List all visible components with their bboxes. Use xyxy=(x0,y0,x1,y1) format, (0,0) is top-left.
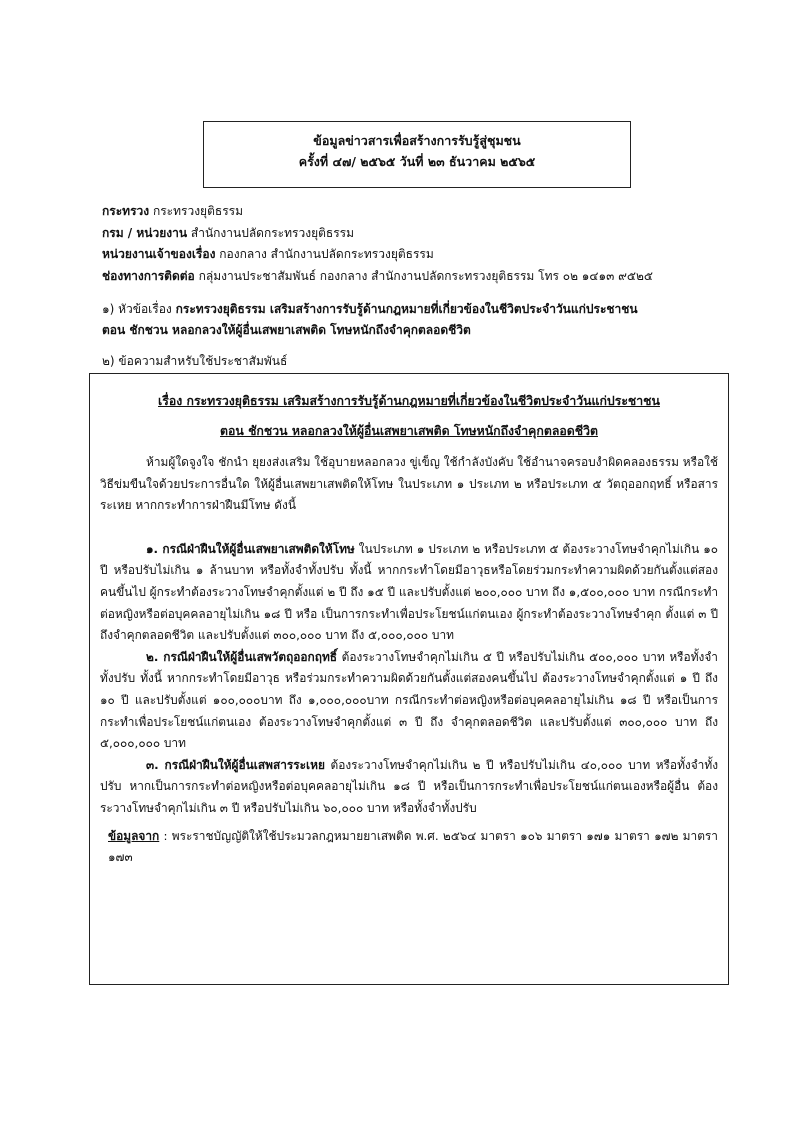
story-box xyxy=(89,373,729,985)
section-topic xyxy=(102,299,752,341)
case2-heading: ๒. กรณีฝ่าฝืนให้ผู้อื่นเสพวัตถุออกฤทธิ์ xyxy=(146,649,338,664)
story-title-line1: เรื่อง กระทรวงยุติธรรม เสริมสร้างการรับรู้ด้านกฎหมายที่เกี่ยวข้องในชีวิตประจำวันแก่ประชาชน xyxy=(158,394,660,408)
topic-line1: กระทรวงยุติธรรม เสริมสร้างการรับรู้ด้านกฎหมายที่เกี่ยวข้องในชีวิตประจำวันแก่ประชาชน xyxy=(175,302,638,316)
contact-value: กลุ่มงานประชาสัมพันธ์ กองกลาง สำนักงานปลัดกระทรวงยุติธรรม โทร ๐๒ ๑๔๑๓ ๙๕๒๕ xyxy=(198,268,653,283)
department-label: กรม / หน่วยงาน xyxy=(102,225,188,240)
header-box xyxy=(203,121,631,188)
meta-department xyxy=(102,223,742,245)
meta-owner xyxy=(102,244,742,266)
header-issue-date: ครั้งที่ ๔๗/ ๒๕๖๕ วันที่ ๒๓ ธันวาคม ๒๕๖๕ xyxy=(298,154,536,169)
case3-heading: ๓. กรณีฝ่าฝืนให้ผู้อื่นเสพสารระเหย xyxy=(146,757,325,772)
owner-label: หน่วยงานเจ้าของเรื่อง xyxy=(102,247,216,261)
source-label: ข้อมูลจาก xyxy=(108,828,160,843)
story-case1 xyxy=(90,539,728,647)
source-text: : พระราชบัญญัติให้ใช้ประมวลกฎหมายยาเสพติด พ.ศ. ๒๕๖๔ มาตรา ๑๐๖ มาตรา ๑๗๑ มาตรา ๑๗๒ มาตรา ๑๗๓ xyxy=(108,828,718,865)
department-value: สำนักงานปลัดกระทรวงยุติธรรม xyxy=(190,225,355,240)
owner-value: กองกลาง สำนักงานปลัดกระทรวงยุติธรรม xyxy=(219,247,434,261)
ministry-label: กระทรวง xyxy=(102,204,150,218)
case1-heading: ๑. กรณีฝ่าฝืนให้ผู้อื่นเสพยาเสพติดให้โทษ xyxy=(146,541,355,556)
header-title: ข้อมูลข่าวสารเพื่อสร้างการรับรู้สู่ชุมชน xyxy=(313,133,521,148)
topic-label: ๑) หัวข้อเรื่อง xyxy=(102,302,172,316)
meta-contact xyxy=(102,266,742,288)
contact-label: ช่องทางการติดต่อ xyxy=(102,268,195,283)
meta-block xyxy=(102,201,742,287)
story-case3 xyxy=(90,755,728,820)
case1-body: ในประเภท ๑ ประเภท ๒ หรือประเภท ๕ ต้องระวางโทษจำคุกไม่เกิน ๑๐ ปี หรือปรับไม่เกิน ๑ ล้านบาท หรือทั้งจำทั้งปรับ ทั้งนี้ หากกระทำโดยมีอาวุธหรือโดยร่วมกระทำความผิดด้วยกันตั้งแต่สองคนขึ้นไป ผู้กระทำต้องระวางโทษจำคุกตั้งแต่ ๒ ปี ถึง ๑๕ ปี และปรับตั้งแต่ ๒๐๐,๐๐๐ บาท ถึง ๑,๕๐๐,๐๐๐ บาท กรณีกระทำต่อหญิงหรือต่อบุคคลอายุไม่เกิน ๑๘ ปี หรือ เป็นการกระทำเพื่อประโยชน์แก่ตนเอง ผู้กระทำต้องระวางโทษจำคุก ตั้งแต่ ๓ ปี ถึงจำคุกตลอดชีวิต และปรับตั้งแต่ ๓๐๐,๐๐๐ บาท ถึง ๕,๐๐๐,๐๐๐ บาท xyxy=(100,541,719,643)
ministry-value: กระทรวงยุติธรรม xyxy=(152,204,243,218)
case2-body: ต้องระวางโทษจำคุกไม่เกิน ๕ ปี หรือปรับไม่เกิน ๕๐๐,๐๐๐ บาท หรือทั้งจำทั้งปรับ ทั้งนี้ หากกระทำโดยมีอาวุธ หรือร่วมกระทำความผิดด้วยกันตั้งแต่สองคนขึ้นไป ต้องระวางโทษจำคุกตั้งแต่ ๑ ปี ถึง ๑๐ ปี และปรับตั้งแต่ ๑๐๐,๐๐๐บาท ถึง ๑,๐๐๐,๐๐๐บาท กรณีกระทำต่อหญิงหรือต่อบุคคลอายุไม่เกิน ๑๘ ปี หรือเป็นการกระทำเพื่อประโยชน์แก่ตนเอง ต้องระวางโทษจำคุกตั้งแต่ ๓ ปี ถึง จำคุกตลอดชีวิต และปรับตั้งแต่ ๓๐๐,๐๐๐ บาท ถึง ๕,๐๐๐,๐๐๐ บาท xyxy=(100,649,718,751)
topic-line2: ตอน ชักชวน หลอกลวงให้ผู้อื่นเสพยาเสพติด โทษหนักถึงจำคุกตลอดชีวิต xyxy=(102,323,471,337)
section-pr-message: ๒) ข้อความสำหรับใช้ประชาสัมพันธ์ xyxy=(102,354,288,368)
meta-ministry xyxy=(102,201,742,223)
story-case2 xyxy=(90,647,728,755)
story-source xyxy=(90,826,728,869)
story-intro: ห้ามผู้ใดจูงใจ ชักนำ ยุยงส่งเสริม ใช้อุบายหลอกลวง ขู่เข็ญ ใช้กำลังบังคับ ใช้อำนาจครอบงำผิดคลองธรรม หรือใช้วิธีข่มขืนใจด้วยประการอื่นใด ให้ผู้อื่นเสพยาเสพติดให้โทษ ในประเภท ๑ ประเภท ๒ หรือประเภท ๕ วัตถุออกฤทธิ์ หรือสารระเหย หากกระทำการฝ่าฝืนมีโทษ ดังนี้ xyxy=(100,455,718,513)
story-title-line2: ตอน ชักชวน หลอกลวงให้ผู้อื่นเสพยาเสพติด โทษหนักถึงจำคุกตลอดชีวิต xyxy=(220,424,598,438)
case3-body: ต้องระวางโทษจำคุกไม่เกิน ๒ ปี หรือปรับไม่เกิน ๔๐,๐๐๐ บาท หรือทั้งจำทั้งปรับ หากเป็นการกระทำต่อหญิงหรือต่อบุคคลอายุไม่เกิน ๑๘ ปี หรือเป็นการกระทำเพื่อประโยชน์แก่ตนเองหรือผู้อื่น ต้องระวางโทษจำคุกไม่เกิน ๓ ปี หรือปรับไม่เกิน ๖๐,๐๐๐ บาท หรือทั้งจำทั้งปรับ xyxy=(100,757,719,815)
